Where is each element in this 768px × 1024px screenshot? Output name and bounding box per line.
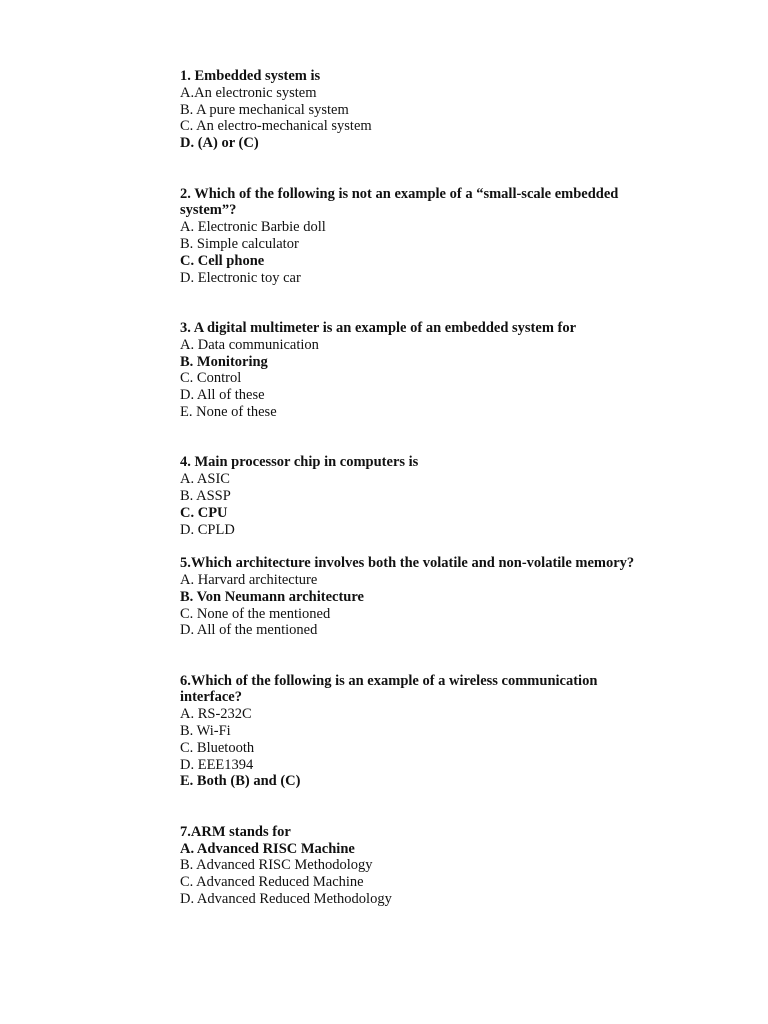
correct-answer-option: A. Advanced RISC Machine — [180, 840, 355, 857]
correct-answer-option: D. (A) or (C) — [180, 135, 259, 152]
answer-option: A. Electronic Barbie doll — [180, 219, 326, 236]
answer-option: D. Electronic toy car — [180, 269, 301, 286]
question-title: 4. Main processor chip in computers is — [180, 454, 419, 471]
correct-answer-option: B. Von Neumann architecture — [180, 588, 364, 605]
question-6 — [180, 673, 700, 791]
answer-option: C. Advanced Reduced Machine — [180, 874, 364, 891]
question-7 — [180, 824, 700, 908]
question-title: 6.Which of the following is an example of a wireless communication interface? — [180, 672, 598, 706]
question-title: 7.ARM stands for — [180, 823, 291, 840]
correct-answer-option: B. Monitoring — [180, 353, 268, 370]
question-title: 2. Which of the following is not an example of a “small-scale embedded system”? — [180, 185, 619, 219]
answer-option: D. All of the mentioned — [180, 622, 318, 639]
correct-answer-option: C. Cell phone — [180, 252, 265, 269]
answer-option: D. All of these — [180, 387, 265, 404]
question-title: 3. A digital multimeter is an example of an embedded system for — [180, 319, 577, 336]
answer-option: D. CPLD — [180, 521, 235, 538]
document-page — [180, 68, 700, 908]
answer-option: C. None of the mentioned — [180, 605, 331, 622]
answer-option: B. ASSP — [180, 487, 231, 504]
question-3 — [180, 320, 700, 421]
correct-answer-option: E. Both (B) and (C) — [180, 773, 301, 790]
question-title: 5.Which architecture involves both the volatile and non-volatile memory? — [180, 555, 635, 572]
answer-option: C. Control — [180, 370, 242, 387]
question-1 — [180, 68, 700, 152]
answer-option: C. An electro-mechanical system — [180, 118, 372, 135]
answer-option: D. EEE1394 — [180, 756, 254, 773]
answer-option: B. Simple calculator — [180, 235, 299, 252]
correct-answer-option: C. CPU — [180, 504, 228, 521]
answer-option: C. Bluetooth — [180, 739, 255, 756]
answer-option: B. Wi-Fi — [180, 723, 231, 740]
question-title: 1. Embedded system is — [180, 68, 321, 84]
answer-option: E. None of these — [180, 403, 277, 420]
answer-option: A. RS-232C — [180, 706, 252, 723]
answer-option: D. Advanced Reduced Methodology — [180, 891, 392, 908]
answer-option: B. A pure mechanical system — [180, 101, 349, 118]
answer-option: A. Harvard architecture — [180, 571, 318, 588]
question-5 — [180, 555, 700, 639]
question-2 — [180, 186, 700, 287]
answer-option: A.An electronic system — [180, 84, 317, 101]
answer-option: A. Data communication — [180, 336, 319, 353]
question-4 — [180, 454, 700, 538]
answer-option: A. ASIC — [180, 471, 230, 488]
answer-option: B. Advanced RISC Methodology — [180, 857, 373, 874]
